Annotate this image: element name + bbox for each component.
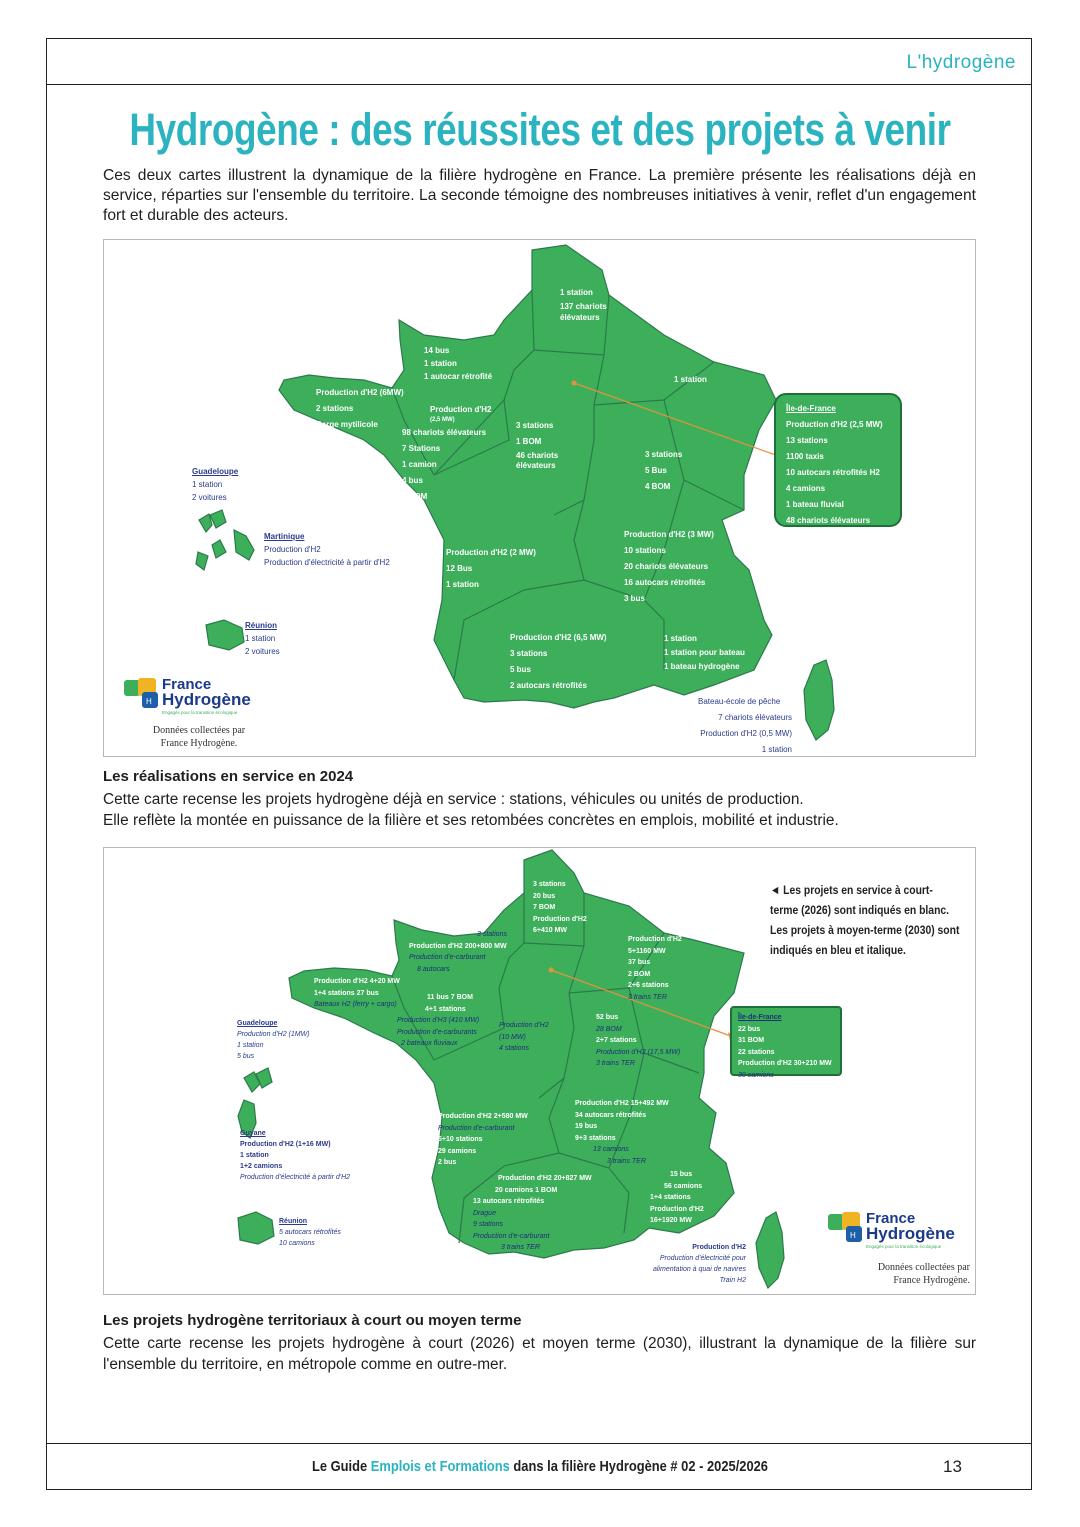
label2-reunion: Réunion 5 autocars rétrofités 10 camions [279,1218,341,1247]
label-hauts-de-france: 1 station 137 chariots élévateurs [560,288,607,322]
france-hydrogene-logo-2: H France Hydrogène Engagés pour la transition écologique [828,1210,968,1254]
reunion-island [206,620,244,650]
martinique-island [234,530,254,560]
label2-pays-de-la-loire: 11 bus 7 BOM 4+1 stations Production d'H3 (410 MW) Production d'e-carburants 2 bateaux fluviaux [397,994,480,1047]
label-occitanie: Production d'H2 (6,5 MW) 3 stations 5 bus 2 autocars rétrofités [510,633,607,690]
label-centre: 3 stations 1 BOM 46 chariots élévateurs [516,421,559,470]
label2-normandie: 3 stations Production d'H2 200+800 MW Production d'e-carburant 8 autocars [409,931,507,973]
label-auvergne-rhone-alpes: Production d'H2 (3 MW) 10 stations 20 chariots élévateurs 16 autocars rétrofités 3 bus [624,530,714,603]
svg-text:H: H [850,1231,856,1240]
caption1-text: Cette carte recense les projets hydrogène déjà en service : stations, véhicules ou unités de production. Elle reflète la montée en puissance de la filière et ses retombées concrètes en emplois, mobilité et industrie. [103,791,839,829]
caption2-title: Les projets hydrogène territoriaux à court ou moyen terme [103,1312,522,1329]
map-projets-2026-2030 [103,847,976,1295]
label-bourgogne: 3 stations 5 Bus 4 BOM [645,450,683,491]
logo-mark-icon [828,1210,864,1246]
label-nouvelle-aquitaine: Production d'H2 (2 MW) 12 Bus 1 station [446,548,536,589]
caption1-title: Les réalisations en service en 2024 [103,768,354,785]
label2-corse: Production d'H2 Production d'électricité pour alimentation à quai de navires Train H2 [652,1244,746,1284]
intro-paragraph: Ces deux cartes illustrent la dynamique de la filière hydrogène en France. La première présente les réalisations déjà en service, réparties sur l'ensemble du territoire. La seconde témoigne des nombreuses initiatives à venir, reflet d'un engagement fort et durable des acteurs. [103,167,976,224]
label2-bourgogne: 52 bus 28 BOM 2+7 stations Production d'H2 (17,5 MW) 3 trains TER [596,1014,681,1067]
label-normandie: 14 bus 1 station 1 autocar rétrofité [424,346,493,381]
guadeloupe-island [199,510,226,532]
map-realisations-2024 [103,239,976,757]
label2-bretagne: Production d'H2 4+20 MW 1+4 stations 27 bus Bateaux H2 (ferry + cargo) [314,978,400,1008]
idf-callout-2: Île-de-France 22 bus 31 BOM 22 stations Production d'H2 30+210 MW 30 camions [730,1006,842,1076]
label-pays-de-la-loire: Production d'H2 (2,5 MW) 98 chariots élévateurs 7 Stations 1 camion 4 bus 3 BOM [402,405,492,501]
section-tag: L'hydrogène [906,52,1016,73]
header-rule [46,84,1032,85]
legend-note: ◄ Les projets en service à court- terme (2026) sont indiqués en blanc. Les projets à moyen-terme (2030) sont indiqués en bleu et italique. [770,883,960,957]
svg-text:H: H [146,697,152,706]
corsica [804,660,834,740]
label2-occitanie: Production d'H2 20+827 MW 20 camions 1 BOM 13 autocars rétrofités Drague 9 stations Production d'e-carburant 3 trains TER [473,1175,592,1251]
label2-nouvelle-aquitaine: Production d'H2 2+580 MW Production d'e-carburant 5+10 stations 29 camions 2 bus [438,1113,528,1166]
label-reunion: Réunion 1 station 2 voitures [245,621,280,656]
label-grand-est: 1 station [674,375,707,384]
label2-guadeloupe: Guadeloupe Production d'H2 (1MW) 1 station 5 bus [237,1020,310,1060]
label-paca: 1 station 1 station pour bateau 1 bateau hydrogène [664,634,745,671]
label2-guyane: Guyane Production d'H2 (1+16 MW) 1 station 1+2 camions Production d'électricité à partir d'H2 [240,1130,351,1181]
data-credit: Données collectées par France Hydrogène. [152,725,246,749]
idf-callout: Île-de-France Production d'H2 (2,5 MW) 13 stations 1100 taxis 10 autocars rétrofités H2 4 camions 1 bateau fluvial 48 chariots élévateurs [774,393,902,527]
label-martinique: Martinique Production d'H2 Production d'électricité à partir d'H2 [264,532,390,567]
label2-centre: Production d'H2 (10 MW) 4 stations [499,1022,549,1052]
label2-auvergne-rhone-alpes: Production d'H2 15+492 MW 34 autocars rétrofités 19 bus 9+3 stations 13 camions 3 trains TER [575,1100,669,1165]
caption2-text: Cette carte recense les projets hydrogène à court (2026) et moyen terme (2030), illustrant la dynamique de la filière sur l'ensemble du territoire, en métropole comme en outre-mer. [103,1335,976,1373]
page-title: Hydrogène : des réussites et des projets à venir [129,104,951,155]
data-credit-2: Données collectées par France Hydrogène. [877,1262,970,1286]
label-bretagne: Production d'H2 (6MW) 2 stations Barge mytilicole [316,388,404,429]
label2-paca: 15 bus 56 camions 1+4 stations Production d'H2 16+1920 MW [650,1171,704,1224]
label2-hauts-de-france: 3 stations 20 bus 7 BOM Production d'H2 6+410 MW [533,881,587,934]
logo-mark-icon [124,676,160,712]
page-number: 13 [943,1457,962,1476]
footer-rule [46,1443,1032,1444]
label-guadeloupe: Guadeloupe 1 station 2 voitures [192,467,239,502]
footer-text: Le Guide Emplois et Formations dans la filière Hydrogène # 02 - 2025/2026 [312,1458,768,1475]
france-hydrogene-logo: H France Hydrogène Engagés pour la transition écologique [124,676,254,718]
label-corse: Bateau-école de pêche 7 chariots élévateurs Production d'H2 (0,5 MW) 1 station [698,697,792,754]
label2-grand-est: Production d'H2 5+1160 MW 37 bus 2 BOM 2+6 stations 3 trains TER [628,936,682,1001]
